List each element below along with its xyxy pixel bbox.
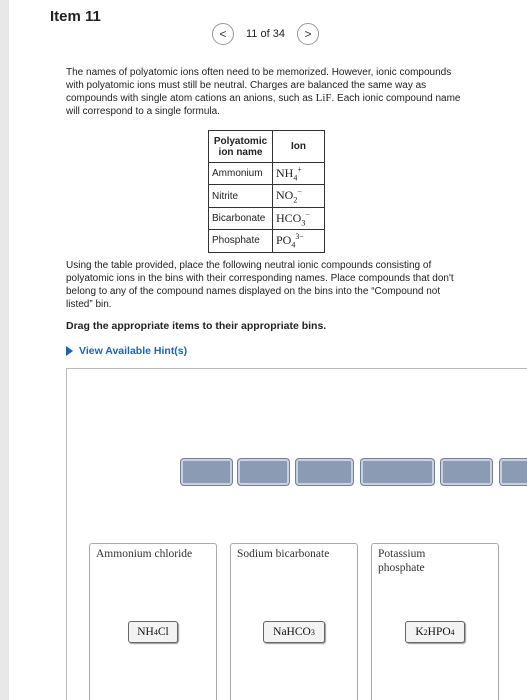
table-row: Ammonium $NH_4^+$ <box>209 163 325 185</box>
polyatomic-ion-table <box>208 130 325 253</box>
table-row: Nitrite $NO_2^-$ <box>209 185 325 207</box>
draggable-item[interactable] <box>181 459 232 485</box>
left-rail <box>0 0 9 700</box>
view-hints-link[interactable]: View Available Hint(s) <box>66 345 187 357</box>
expand-triangle-icon <box>66 346 73 356</box>
item-title: Item 11 <box>50 8 101 25</box>
table-row: Bicarbonate $HCO_3^-$ <box>209 207 325 229</box>
drag-instruction: Drag the appropriate items to their appropriate bins. <box>66 320 327 332</box>
bin-label: Sodium bicarbonate <box>237 548 330 560</box>
bin-label: Ammonium chloride <box>96 548 193 560</box>
chevron-left-icon: < <box>219 27 227 41</box>
draggable-item[interactable] <box>361 459 434 485</box>
formula-chip-nh4cl[interactable]: NH 4 Cl <box>128 621 178 643</box>
chevron-right-icon: > <box>304 27 312 41</box>
previous-item-button[interactable] <box>212 23 234 45</box>
next-item-button[interactable] <box>297 23 319 45</box>
pager-text: 11 of 34 <box>246 28 285 40</box>
table-row: Phosphate $PO_4^{3-}$ <box>209 230 325 252</box>
draggable-item[interactable] <box>500 459 527 485</box>
pager <box>212 23 319 45</box>
draggable-item[interactable] <box>441 459 492 485</box>
inline-formula: LiF <box>315 92 332 104</box>
instructions: Using the table provided, place the following neutral ionic compounds consisting of polyatomic ions in the bins with their corresponding names. Place compounds that don't belong to any of the compound names displayed on the bins into the “Compound not listed” bin. <box>66 260 454 310</box>
bin-label: Potassium phosphate <box>378 548 426 574</box>
table-header-ion: Ion <box>273 131 325 163</box>
formula-chip-nahco3[interactable]: NaHCO 3 <box>263 621 325 643</box>
intro-paragraph: The names of polyatomic ions often need to be memorized. However, ionic compounds with polyatomic ions must still be neutral. Charges are balanced the same way as compounds with single atom cations an anions, such as LiF. Each ionic compound name will correspond to a single formula. <box>66 67 461 117</box>
draggable-item[interactable] <box>296 459 353 485</box>
draggable-item[interactable] <box>238 459 289 485</box>
table-header-name: Polyatomic ion name <box>209 131 273 163</box>
formula-chip-k2hpo4[interactable]: K 2 HPO 4 <box>405 621 465 643</box>
